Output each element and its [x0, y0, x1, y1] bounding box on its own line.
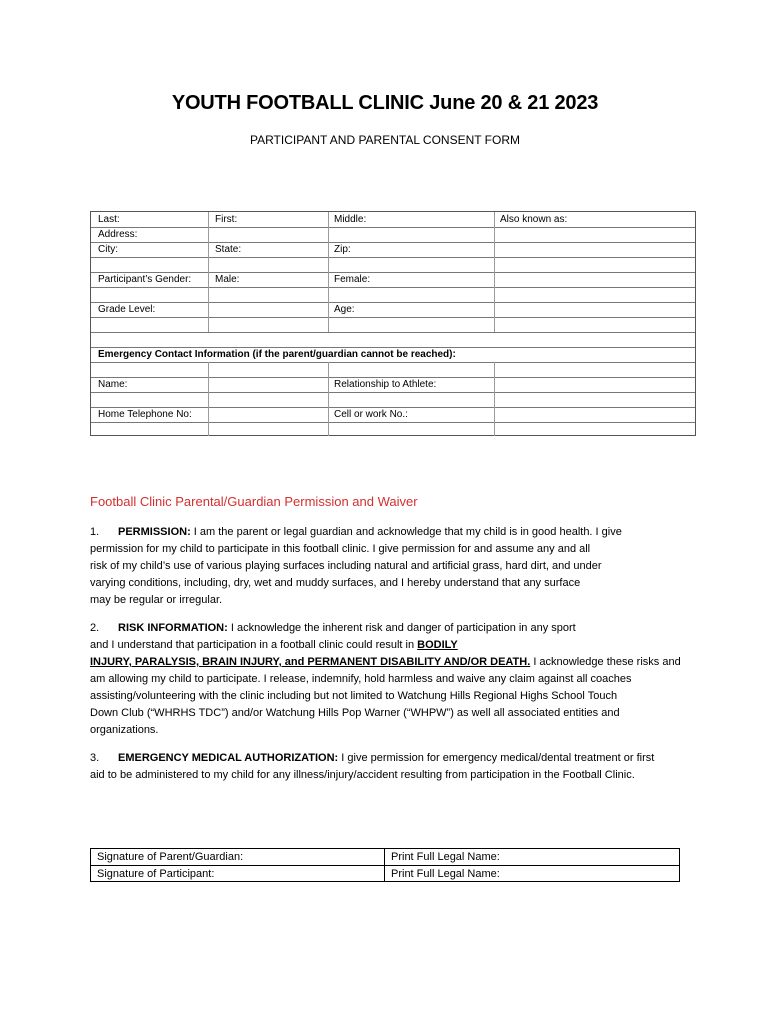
- waiver-title: Football Clinic Parental/Guardian Permission and Waiver: [90, 494, 418, 509]
- grid-divider: [208, 362, 209, 436]
- paragraph-number: 3.: [90, 752, 100, 764]
- parent-print-name-label: Print Full Legal Name:: [391, 851, 500, 863]
- grid-line: [91, 422, 695, 423]
- grid-divider: [208, 212, 209, 332]
- contact-name-label: Name:: [98, 379, 128, 390]
- last-name-label: Last:: [98, 214, 120, 225]
- female-label: Female:: [334, 274, 371, 285]
- page-subtitle: PARTICIPANT AND PARENTAL CONSENT FORM: [249, 133, 521, 147]
- text-line: assisting/volunteering with the clinic including but not limited to Watchung Hills Regional Highs School Touch: [90, 690, 618, 702]
- grid-line: [91, 377, 695, 378]
- participant-signature-row: [91, 866, 679, 882]
- text-line: varying conditions, including, dry, wet and muddy surfaces, and I hereby understand that any surface: [90, 577, 581, 589]
- text-line: permission for my child to participate in this football clinic. I give permission for and assume any and all: [90, 543, 591, 555]
- grid-divider: [328, 212, 329, 332]
- underlined-text: INJURY, PARALYSIS, BRAIN INJURY, and PERMANENT DISABILITY AND/OR DEATH.: [90, 656, 531, 668]
- zip-label: Zip:: [334, 244, 351, 255]
- paragraph-number: 1.: [90, 526, 100, 538]
- home-phone-label: Home Telephone No:: [98, 409, 192, 420]
- grid-divider: [494, 362, 495, 436]
- relationship-label: Relationship to Athlete:: [334, 379, 437, 390]
- text-line: may be regular or irregular.: [90, 594, 223, 606]
- text-line: organizations.: [90, 724, 159, 736]
- parent-signature-label: Signature of Parent/Guardian:: [97, 851, 244, 863]
- participant-print-name-label: Print Full Legal Name:: [391, 868, 500, 880]
- male-label: Male:: [215, 274, 240, 285]
- grid-divider: [328, 362, 329, 436]
- participant-info-grid: [90, 211, 696, 436]
- grid-line: [91, 392, 695, 393]
- emergency-medical-label: EMERGENCY MEDICAL AUTHORIZATION:: [118, 752, 339, 764]
- grid-line: [91, 257, 695, 258]
- grid-divider: [494, 212, 495, 332]
- city-label: City:: [98, 244, 118, 255]
- grid-line: [91, 332, 695, 333]
- page-title: YOUTH FOOTBALL CLINIC June 20 & 21 2023: [171, 92, 599, 114]
- text-line: Down Club (“WHRHS TDC”) and/or Watchung Hills Pop Warner (“WHPW”) as well all associated entities and: [90, 707, 620, 719]
- grid-line: [91, 362, 695, 363]
- first-name-label: First:: [215, 214, 238, 225]
- text-line: and I understand that participation in a football clinic could result in: [90, 639, 418, 651]
- participant-signature-label: Signature of Participant:: [97, 868, 215, 880]
- grid-line: [91, 347, 695, 348]
- grid-line: [91, 287, 695, 288]
- text-line: risk of my child’s use of various playing surfaces including natural and artificial grass, hard dirt, and under: [90, 560, 602, 572]
- risk-information-label: RISK INFORMATION:: [118, 622, 228, 634]
- permission-label: PERMISSION:: [118, 526, 191, 538]
- grade-level-label: Grade Level:: [98, 304, 156, 315]
- grid-line: [91, 302, 695, 303]
- grid-line: [91, 242, 695, 243]
- text-line: I am the parent or legal guardian and acknowledge that my child is in good health. I give: [190, 526, 622, 538]
- emergency-contact-heading: Emergency Contact Information (if the parent/guardian cannot be reached):: [98, 349, 456, 360]
- grid-line: [91, 272, 695, 273]
- state-label: State:: [215, 244, 242, 255]
- middle-name-label: Middle:: [334, 214, 367, 225]
- text-line: I acknowledge the inherent risk and danger of participation in any sport: [227, 622, 576, 634]
- text-line: I acknowledge these risks and: [530, 656, 681, 668]
- also-known-as-label: Also known as:: [500, 214, 568, 225]
- grid-line: [91, 407, 695, 408]
- text-line: aid to be administered to my child for any illness/injury/accident resulting from participation in the Football Clinic.: [90, 769, 635, 781]
- text-line: I give permission for emergency medical/dental treatment or first: [338, 752, 655, 764]
- underlined-text: BODILY: [417, 639, 458, 651]
- permission-paragraph: [90, 524, 690, 609]
- grid-line: [91, 227, 695, 228]
- grid-line: [91, 317, 695, 318]
- paragraph-number: 2.: [90, 622, 100, 634]
- signature-table: [90, 848, 680, 882]
- parent-signature-row: [91, 849, 679, 865]
- risk-information-paragraph: [90, 620, 690, 739]
- cell-phone-label: Cell or work No.:: [334, 409, 408, 420]
- gender-label: Participant’s Gender:: [98, 274, 192, 285]
- age-label: Age:: [334, 304, 355, 315]
- address-label: Address:: [98, 229, 138, 240]
- text-line: am allowing my child to participate. I release, indemnify, hold harmless and waive any claim against all coaches: [90, 673, 632, 685]
- emergency-medical-paragraph: [90, 750, 690, 784]
